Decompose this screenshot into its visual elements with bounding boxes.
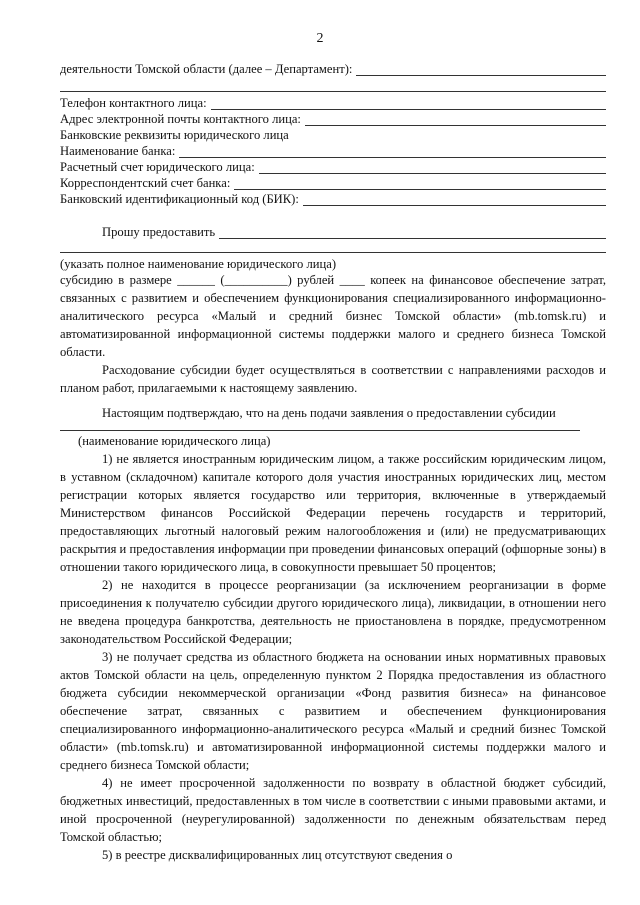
condition-item-3: 3) не получает средства из областного бюджета на основании иных нормативных правовых актов Томской области на цель, определенную пунктом 2 Порядка предоставления из областного бюджета субсидии некоммерческой организации «Фонд развития бизнеса» на финансовое обеспечение затрат, связанных с развитием и обеспечением функционирования специализированного информационно-аналитического ресурса «Малый и средний бизнес Томской области» (mb.tomsk.ru) и автоматизированной информационной системы поддержки малого и среднего бизнеса Томской области; xyxy=(60,650,606,772)
conditions-list xyxy=(60,450,606,864)
account-field[interactable] xyxy=(259,160,606,174)
page-number: 2 xyxy=(316,31,324,46)
corr-account-field[interactable] xyxy=(234,176,606,190)
confirm-paragraph: Настоящим подтверждаю, что на день подачи заявления о предоставлении субсидии xyxy=(102,406,556,420)
condition-item-4: 4) не имеет просроченной задолженности по возврату в областной бюджет субсидий, бюджетных инвестиций, предоставленных в том числе в соответствии с иными правовыми актами, и иной просроченной (неурегулированной) задолженности по денежным обязательствам перед Томской областью; xyxy=(60,776,606,844)
department-field[interactable] xyxy=(356,62,606,76)
phone-label: Телефон контактного лица: xyxy=(60,96,207,110)
organization-field[interactable] xyxy=(60,430,580,431)
subsidy-block xyxy=(60,271,606,397)
condition-item-1: 1) не является иностранным юридическим лицом, а также российским юридическим лицом, в уставном (складочном) капитале которого доля участия иностранных юридических лиц, местом регистрации которых является государство или территория, включенные в утверждаемый Министерством финансов Российской Федерации перечень государств и территорий, предоставляющих льготный налоговый режим налогообложения и (или) не предусматривающих раскрытия и предоставления информации при проведении финансовых операций (офшорные зоны) в отношении такого юридического лица, в совокупности превышает 50 процентов; xyxy=(60,452,606,574)
request-line xyxy=(102,223,606,241)
email-field[interactable] xyxy=(305,112,606,126)
organization-name-field-continuation[interactable] xyxy=(60,252,606,253)
bank-name-field[interactable] xyxy=(179,144,606,158)
email-label: Адрес электронной почты контактного лица: xyxy=(60,112,301,126)
bank-details-label: Банковские реквизиты юридического лица xyxy=(60,128,289,142)
confirm-block xyxy=(60,404,606,422)
hint-org-label: (наименование юридического лица) xyxy=(78,434,271,448)
hint-org-line xyxy=(78,432,598,450)
department-line xyxy=(60,60,606,78)
department-label: деятельности Томской области (далее – Департамент): xyxy=(60,62,353,76)
request-label: Прошу предоставить xyxy=(102,225,216,239)
subsidy-paragraph: субсидию в размере ______ (__________) рублей ____ копеек на финансовое обеспечение затрат, связанных с развитием и обеспечением функционирования специализированного информационно-аналитического ресурса «Малый и средний бизнес Томской области» (mb.tomsk.ru) и автоматизированной информационной системы поддержки малого и среднего бизнеса Томской области. xyxy=(60,273,606,359)
spending-paragraph: Расходование субсидии будет осуществляться в соответствии с направлениями расходов и планом работ, прилагаемыми к настоящему заявлению. xyxy=(60,363,606,395)
phone-field[interactable] xyxy=(211,96,606,110)
bik-field[interactable] xyxy=(303,192,606,206)
condition-item-5: 5) в реестре дисквалифицированных лиц отсутствуют сведения о xyxy=(102,848,453,862)
condition-item-2: 2) не находится в процессе реорганизации (за исключением реорганизации в форме присоединения к получателю субсидии другого юридического лица), ликвидации, в отношении него не введена процедура банкротства, деятельность не приостановлена в порядке, предусмотренном законодательством Российской Федерации; xyxy=(60,578,606,646)
bik-line xyxy=(60,190,606,208)
department-field-continuation[interactable] xyxy=(60,91,606,92)
account-label: Расчетный счет юридического лица: xyxy=(60,160,255,174)
corr-account-label: Корреспондентский счет банка: xyxy=(60,176,231,190)
bik-label: Банковский идентификационный код (БИК): xyxy=(60,192,299,206)
organization-name-field[interactable] xyxy=(219,225,606,239)
hint-name-label: (указать полное наименование юридического лица) xyxy=(60,257,337,271)
bank-name-label: Наименование банка: xyxy=(60,144,176,158)
